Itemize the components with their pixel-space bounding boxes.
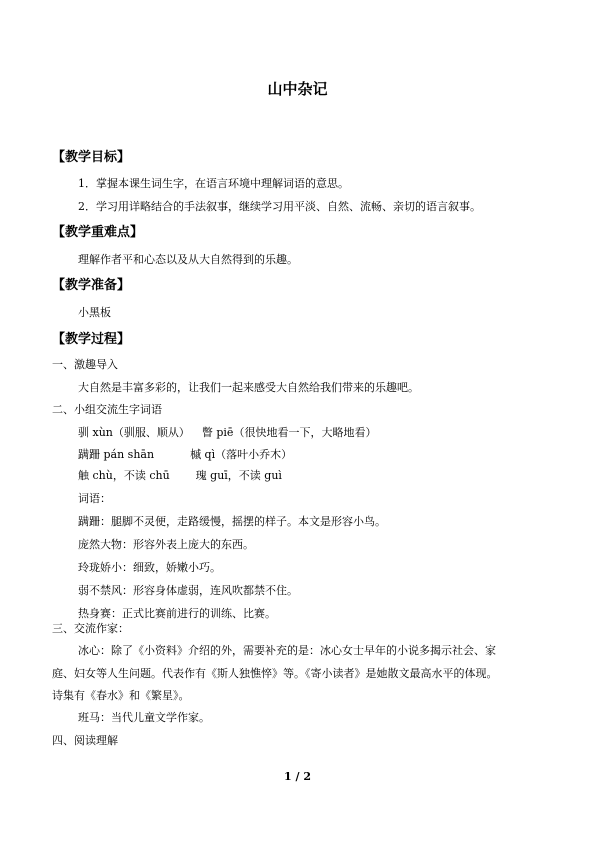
page-number: 1 / 2 <box>284 770 311 783</box>
word-definition-3: 玲珑娇小：细致，娇嫩小巧。 <box>78 561 221 574</box>
char-pie: 瞥 piē（很快地看一下，大略地看） <box>201 426 377 439</box>
prep-text: 小黑板 <box>78 306 111 319</box>
author-bingxin-line-1: 冰心：除了《小资料》介绍的外，需要补充的是：冰心女士早年的小说多揭示社会、家 <box>78 644 496 657</box>
section-heading-difficulty: 【教学重难点】 <box>52 225 144 240</box>
author-banma: 班马：当代儿童文学作家。 <box>78 711 210 724</box>
step1-text: 大自然是丰富多彩的，让我们一起来感受大自然给我们带来的乐趣吧。 <box>78 381 419 394</box>
step3-title: 三、交流作家： <box>52 622 129 635</box>
char-qi: 槭 qì（落叶小乔木） <box>190 448 293 461</box>
word-definition-4: 弱不禁风：形容身体虚弱，连风吹都禁不住。 <box>78 584 298 597</box>
char-xun: 驯 xùn（驯服、顺从） <box>78 426 190 439</box>
goal-item-1: 1．掌握本课生词生字，在语言环境中理解词语的意思。 <box>78 177 349 190</box>
words-label: 词语： <box>78 492 111 505</box>
author-bingxin-line-3: 诗集有《春水》和《繁星》。 <box>52 689 190 702</box>
word-definition-2: 庞然大物：形容外表上庞大的东西。 <box>78 538 254 551</box>
author-bingxin-line-2: 庭、妇女等人生问题。代表作有《斯人独憔悴》等。《寄小读者》是她散文最高水平的体现。 <box>52 667 498 680</box>
section-heading-prep: 【教学准备】 <box>52 278 131 293</box>
section-heading-process: 【教学过程】 <box>52 332 131 347</box>
char-panshan: 蹒跚 pán shān <box>78 448 155 461</box>
goal-item-2: 2．学习用详略结合的手法叙事，继续学习用平淡、自然、流畅、亲切的语言叙事。 <box>78 200 481 213</box>
section-heading-goals: 【教学目标】 <box>52 150 131 165</box>
word-definition-5: 热身赛：正式比赛前进行的训练、比赛。 <box>78 607 276 620</box>
char-chu: 触 chù，不读 chū <box>78 469 170 482</box>
chars-row-3 <box>78 469 282 483</box>
step2-title: 二、小组交流生字词语 <box>52 403 162 416</box>
char-gui: 瑰 guī，不读 guì <box>195 469 282 482</box>
step4-title: 四、阅读理解 <box>52 734 118 747</box>
step1-title: 一、激趣导入 <box>52 358 118 371</box>
chars-row-1 <box>78 426 376 440</box>
word-definition-1: 蹒跚：腿脚不灵便，走路缓慢，摇摆的样子。本文是形容小鸟。 <box>78 515 386 528</box>
chars-row-2 <box>78 448 292 462</box>
page-title: 山中杂记 <box>267 80 328 98</box>
difficulty-text: 理解作者平和心态以及从大自然得到的乐趣。 <box>78 253 298 266</box>
